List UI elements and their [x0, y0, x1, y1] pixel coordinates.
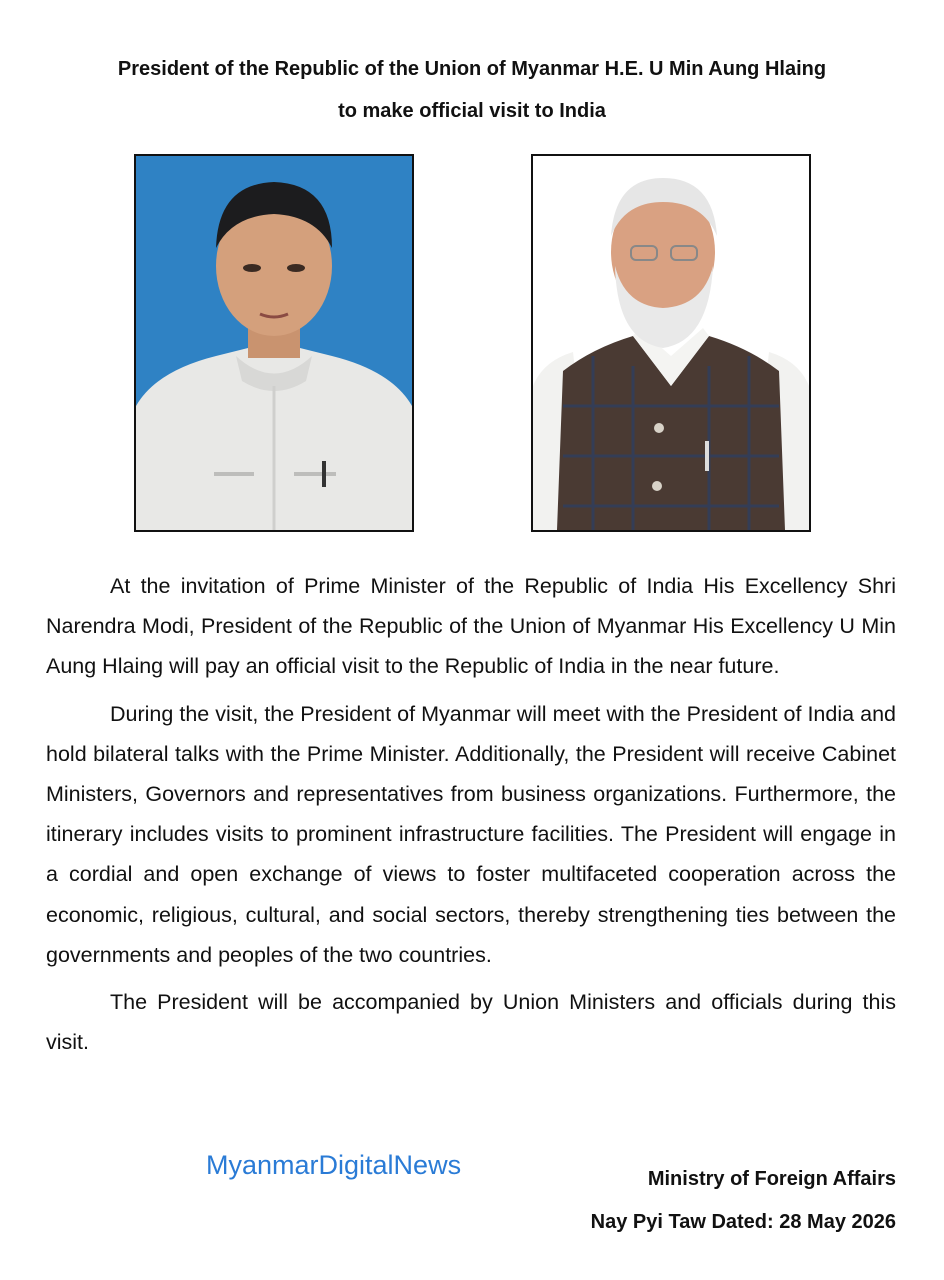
portrait-myanmar-president-image	[136, 156, 412, 530]
watermark-text: MyanmarDigitalNews	[206, 1150, 462, 1180]
signature-block	[591, 1158, 896, 1244]
title-line-1: President of the Republic of the Union of Myanmar H.E. U Min Aung Hlaing	[117, 58, 827, 80]
title-line-2: to make official visit to India	[338, 100, 606, 122]
paragraph-delegation: The President will be accompanied by Union Ministers and officials during this visit.	[46, 990, 896, 1055]
body-text	[46, 566, 896, 1069]
portrait-indian-prime-minister-image	[533, 156, 809, 530]
paragraph-itinerary: During the visit, the President of Myanmar will meet with the President of India and hold bilateral talks with the Prime Minister. Additionally, the President will receive Cabinet Ministers, Governors and representatives from business organizations. Furthermore, the itinerary includes visits to prominent infrastructure facilities. The President will engage in a cordial and open exchange of views to foster multifaceted cooperation across the economic, religious, cultural, and social sectors, thereby strengthening ties between the governments and peoples of the two countries.	[46, 701, 896, 967]
signature-date: Nay Pyi Taw Dated: 28 May 2026	[590, 1211, 896, 1233]
signature-org: Ministry of Foreign Affairs	[647, 1168, 896, 1190]
portrait-indian-prime-minister	[531, 154, 811, 532]
paragraph-invitation: At the invitation of Prime Minister of the Republic of India His Excellency Shri Narendra Modi, President of the Republic of the Union of Myanmar His Excellency U Min Aung Hlaing will pay an official visit to the Republic of India in the near future.	[46, 574, 896, 679]
portrait-myanmar-president	[134, 154, 414, 532]
document-title	[0, 48, 944, 132]
